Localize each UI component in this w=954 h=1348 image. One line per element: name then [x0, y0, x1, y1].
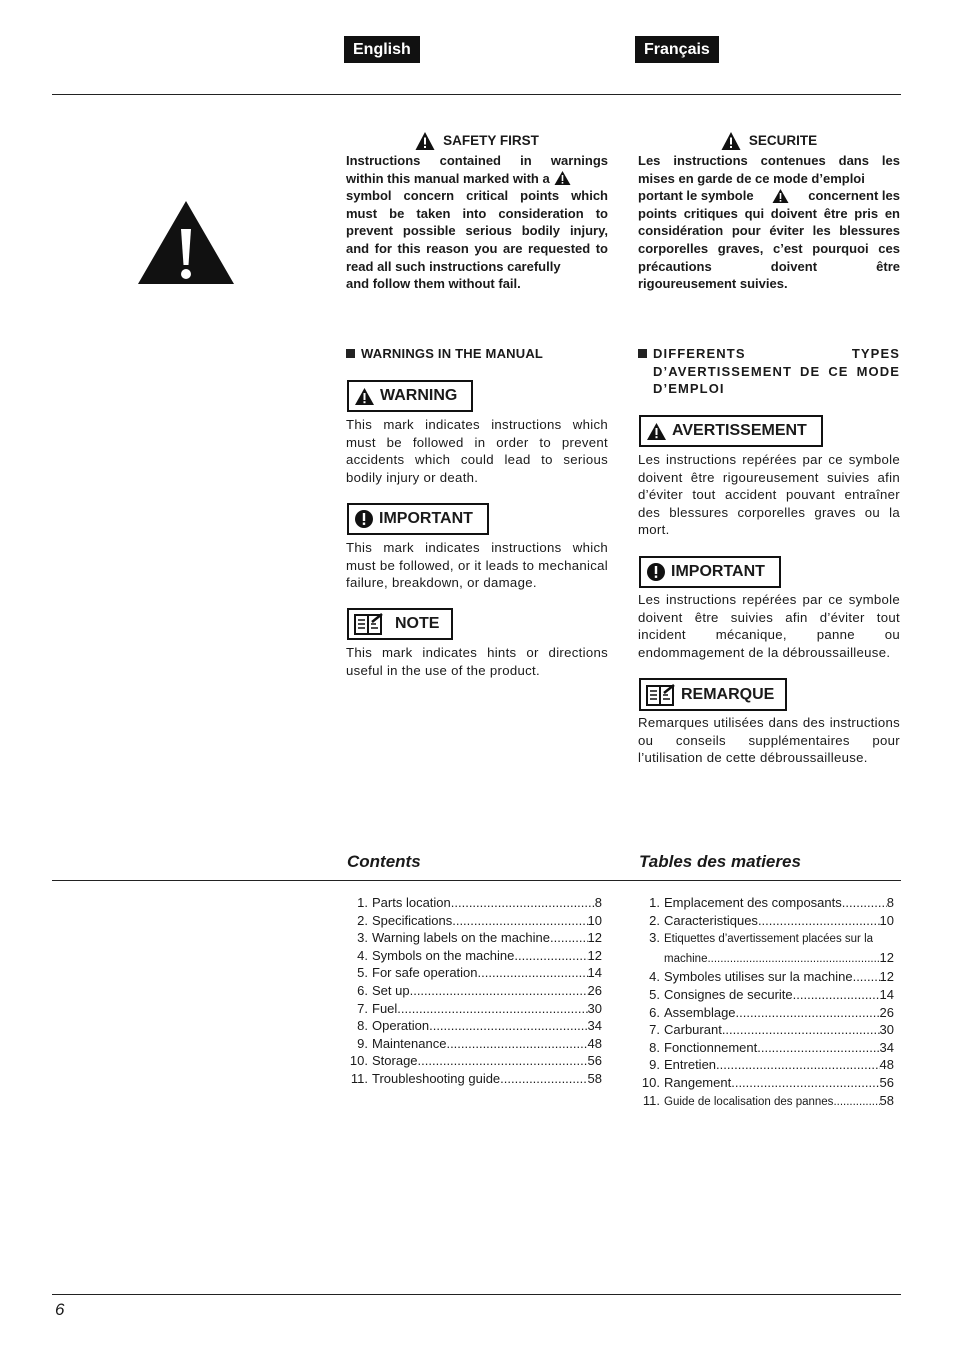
toc-item-number: 4.: [649, 969, 660, 985]
warning-description: This mark indicates instructions which must be followed in order to prevent accidents which could lead to serious bodily injury or death.: [346, 417, 608, 485]
bullet-square-icon: [638, 349, 647, 358]
warning-triangle-icon: [721, 131, 741, 151]
bullet-square-icon: [346, 349, 355, 358]
toc-item-title: Caracteristiques: [664, 912, 758, 928]
remarque-label-box: [639, 678, 787, 711]
securite-text-last: rigoureusement suivies.: [638, 276, 788, 292]
toc-item-title: Troubleshooting guide: [372, 1070, 501, 1086]
bottom-divider: [52, 1294, 901, 1295]
toc-item-number: 11.: [350, 1070, 368, 1086]
toc-item-title: Fuel: [372, 1000, 398, 1016]
safety-first-title: SAFETY FIRST: [443, 133, 539, 149]
language-tab-english: English: [344, 36, 420, 63]
toc-item: [346, 929, 602, 947]
toc-item-title: Warning labels on the machine: [372, 930, 551, 946]
toc-item-number: 9.: [357, 1035, 368, 1051]
toc-item-leader: [418, 1052, 588, 1070]
toc-item: [638, 929, 894, 949]
toc-item-leader: [793, 986, 880, 1004]
toc-item-leader: [451, 894, 595, 912]
toc-item-page: 8: [594, 895, 602, 910]
securite-text-line1: Les instructions contenues dans les mises en garde de ce mode d’emploi: [638, 153, 900, 186]
note-description: This mark indicates hints or directions useful in the use of the product.: [346, 645, 608, 678]
safety-first-text-last: and follow them without fail.: [346, 276, 521, 292]
toc-item-leader: [736, 1004, 880, 1022]
toc-item-leader: [758, 912, 880, 930]
toc-item-page: 12: [879, 949, 894, 965]
toc-item-title: Consignes de securite: [664, 986, 793, 1002]
toc-item: [346, 912, 602, 930]
toc-item-title: For safe operation: [372, 965, 478, 981]
toc-item-number: 3.: [357, 930, 368, 946]
safety-first-text-body: symbol concern critical points which must be taken into consideration to prevent possible serious bodily injury, and for this reason you are requested to read all such instructions carefully: [346, 188, 608, 274]
toc-item: [346, 1000, 602, 1018]
toc-item: [638, 968, 894, 986]
toc-item-number: 11.: [642, 1092, 660, 1108]
note-label: NOTE: [395, 615, 440, 632]
important-label: IMPORTANT: [379, 510, 473, 527]
toc-item-number: 5.: [357, 965, 368, 981]
toc-item-title: Emplacement des composants: [664, 895, 842, 910]
toc-item-page: 14: [879, 986, 894, 1002]
toc-item: [346, 982, 602, 1000]
toc-item-title: Symbols on the machine: [372, 947, 515, 963]
warning-triangle-icon: [646, 422, 667, 441]
toc-item-leader: [707, 951, 879, 969]
warning-label: WARNING: [380, 387, 458, 404]
toc-item-title: Set up: [372, 982, 410, 998]
safety-first-section: [346, 131, 608, 293]
toc-item-title: Operation: [372, 1018, 430, 1034]
toc-item-number: 6.: [357, 982, 368, 998]
toc-item: [638, 1039, 894, 1057]
exclamation-circle-icon: [354, 509, 374, 529]
toc-item-page: 58: [879, 1092, 894, 1108]
warning-triangle-icon: [354, 387, 375, 406]
toc-item-leader: [500, 1070, 587, 1088]
toc-item: [346, 894, 602, 912]
toc-item-page: 26: [587, 982, 602, 998]
toc-item-leader: [731, 1074, 879, 1092]
toc-item: [346, 1035, 602, 1053]
toc-item-title: Carburant: [664, 1022, 722, 1038]
toc-item-leader: [722, 1021, 880, 1039]
toc-item-leader: [716, 1056, 879, 1074]
toc-item-number: 4.: [357, 947, 368, 963]
toc-item-page: 56: [587, 1053, 602, 1069]
toc-item-leader: [514, 947, 587, 965]
toc-item-page: 10: [879, 912, 894, 928]
toc-item-title: Rangement: [664, 1074, 732, 1090]
inline-warning-triangle-icon: [772, 188, 789, 204]
toc-item: [346, 964, 602, 982]
toc-item: [638, 1004, 894, 1022]
toc-item-number: 2.: [357, 912, 368, 928]
toc-item-page: 12: [879, 969, 894, 985]
toc-item-leader: [478, 964, 588, 982]
contents-list-en: [346, 894, 602, 1088]
toc-item-page: 58: [587, 1070, 602, 1086]
warnings-in-manual-heading: WARNINGS IN THE MANUAL: [346, 345, 608, 363]
toc-item-leader: [410, 982, 588, 1000]
toc-item-page: 30: [879, 1022, 894, 1038]
toc-item-number: 6.: [649, 1004, 660, 1020]
toc-item-leader: [550, 929, 588, 947]
toc-item-number: 10.: [641, 1074, 660, 1090]
important-description: This mark indicates instructions which must be followed, or it leads to mechanical failure, breakdown, or damage.: [346, 540, 608, 591]
toc-item: [638, 949, 894, 969]
toc-item-leader: [397, 1000, 587, 1018]
warning-label-box: [347, 380, 473, 412]
contents-divider: [52, 880, 901, 881]
toc-item-number: 10.: [349, 1053, 368, 1069]
important-fr-description: Les instructions repérées par ce symbole doivent être suivies afin d’éviter tout incident mécanique, panne ou endommagement de la débroussailleuse.: [638, 592, 900, 660]
safety-first-text-line2: within this manual marked with a: [346, 170, 550, 186]
toc-item-leader: [833, 1094, 879, 1112]
toc-item-page: 26: [879, 1004, 894, 1020]
contents-list-fr: [638, 894, 894, 1111]
toc-item-title: Storage: [372, 1053, 418, 1069]
toc-item-title: Symboles utilises sur la machine: [664, 969, 853, 985]
toc-item-title: Guide de localisation des pannes: [664, 1095, 834, 1108]
toc-item-title: Parts location: [372, 895, 451, 910]
toc-item-number: 1.: [357, 895, 368, 910]
top-divider: [52, 94, 901, 95]
toc-item-page: 34: [879, 1039, 894, 1055]
avertissement-label: AVERTISSEMENT: [672, 422, 807, 439]
toc-item-page: 12: [587, 930, 602, 946]
avertissement-description: Les instructions repérées par ce symbole doivent être rigoureusement suivies afin d’éviter tout accident pouvant entraîner des blessures corporelles graves ou la mort.: [638, 452, 900, 538]
toc-item-page: 14: [587, 965, 602, 981]
toc-item-title: Assemblage: [664, 1004, 736, 1020]
toc-item-page: 56: [879, 1074, 894, 1090]
toc-item-page: 34: [587, 1018, 602, 1034]
important-fr-label-box: [639, 556, 781, 588]
toc-item: [638, 986, 894, 1004]
large-warning-triangle-icon: [136, 199, 236, 286]
remarque-description: Remarques utilisées dans des instructions ou conseils supplémentaires pour l’utilisation de cette débroussailleuse.: [638, 715, 900, 766]
important-label-box: [347, 503, 489, 535]
securite-text-line2b: concernent les: [808, 188, 900, 204]
toc-item: [638, 1056, 894, 1074]
toc-item-number: 8.: [649, 1039, 660, 1055]
securite-section: [638, 131, 900, 293]
page-number: 6: [55, 1300, 65, 1319]
toc-item-leader: [446, 1035, 587, 1053]
toc-item-title: machine: [664, 952, 708, 965]
toc-item-page: 48: [587, 1035, 602, 1051]
toc-item: [638, 1021, 894, 1039]
differents-types-heading: DIFFERENTS TYPES D’AVERTISSEMENT DE CE MODE D’EMPLOI: [638, 345, 900, 398]
toc-item-page: 30: [587, 1000, 602, 1016]
tables-des-matieres-title: Tables des matieres: [639, 852, 801, 871]
toc-item-number: 1.: [649, 895, 660, 910]
remarque-label: REMARQUE: [681, 685, 775, 703]
toc-item-title: Etiquettes d’avertissement placées sur la: [664, 933, 874, 946]
securite-heading: [638, 131, 900, 151]
toc-item-title: Entretien: [664, 1057, 717, 1073]
warning-triangle-icon: [415, 131, 435, 151]
inline-warning-triangle-icon: [554, 170, 571, 186]
toc-item: [346, 1017, 602, 1035]
toc-item: [638, 894, 894, 912]
note-label-box: [347, 608, 453, 640]
toc-item: [346, 1052, 602, 1070]
toc-item-leader: [429, 1017, 587, 1035]
toc-item: [346, 947, 602, 965]
securite-text-body: points critiques qui doivent être pris en considération pour éviter les blessures corporelles graves, c’est pourquoi ces précautions doivent être: [638, 205, 900, 274]
toc-item-number: 8.: [357, 1018, 368, 1034]
toc-item-leader: [853, 968, 880, 986]
note-book-icon: [354, 613, 384, 635]
toc-item-leader: [757, 1039, 879, 1057]
toc-item: [638, 912, 894, 930]
toc-item: [638, 1092, 894, 1112]
toc-item-title: Fonctionnement: [664, 1039, 758, 1055]
toc-item-page: 8: [886, 895, 894, 910]
safety-first-heading: [346, 131, 608, 151]
toc-item-page: 12: [587, 947, 602, 963]
toc-item-number: 9.: [649, 1057, 660, 1073]
toc-item-page: 48: [879, 1057, 894, 1073]
toc-item-number: 2.: [649, 912, 660, 928]
contents-title: Contents: [347, 852, 421, 871]
toc-item-number: 7.: [357, 1000, 368, 1016]
exclamation-circle-icon: [646, 562, 666, 582]
toc-item: [638, 1074, 894, 1092]
toc-item-leader: [452, 912, 587, 930]
toc-item-number: 5.: [649, 986, 660, 1002]
toc-item-page: 10: [587, 912, 602, 928]
avertissement-label-box: [639, 415, 823, 447]
securite-text-line2a: portant le symbole: [638, 188, 754, 204]
securite-title: SECURITE: [748, 133, 818, 149]
note-book-icon: [646, 684, 676, 706]
toc-item-leader: [842, 894, 887, 912]
toc-item-title: Maintenance: [372, 1035, 447, 1051]
important-fr-label: IMPORTANT: [671, 563, 765, 580]
toc-item-number: 7.: [649, 1022, 660, 1038]
toc-item: [346, 1070, 602, 1088]
safety-first-text-line1: Instructions contained in warnings: [346, 153, 608, 168]
toc-item-title: Specifications: [372, 912, 453, 928]
toc-item-number: 3.: [649, 930, 660, 946]
language-tab-francais: Français: [635, 36, 719, 63]
